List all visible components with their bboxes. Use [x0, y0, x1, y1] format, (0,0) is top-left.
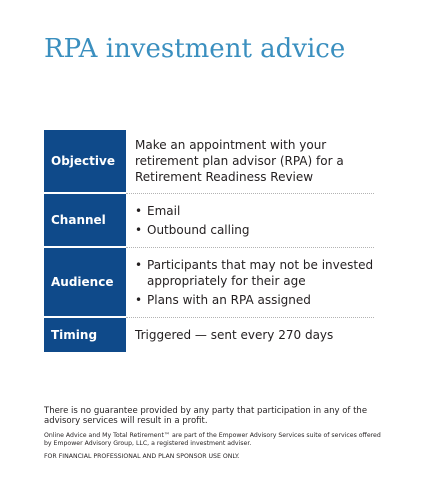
channel-cell	[126, 193, 374, 247]
info-table	[44, 130, 374, 352]
use-only-notice: FOR FINANCIAL PROFESSIONAL AND PLAN SPONSOR USE ONLY.	[44, 453, 240, 460]
list-item: • Participants that may not be invested appropriately for their age	[135, 257, 374, 289]
row-label-objective: Objective	[44, 130, 126, 193]
table-row-audience	[44, 247, 374, 317]
channel-list	[135, 203, 374, 238]
list-item: • Outbound calling	[135, 222, 374, 238]
table-row-channel	[44, 193, 374, 247]
list-item: • Plans with an RPA assigned	[135, 292, 374, 308]
objective-text: Make an appointment with your retirement plan advisor (RPA) for a Retirement Readiness Review	[126, 130, 374, 193]
page-title: RPA investment advice	[44, 34, 346, 64]
profit-disclaimer: There is no guarantee provided by any party that participation in any of the advisory services will result in a profit.	[44, 406, 368, 426]
timing-text: Triggered — sent every 270 days	[135, 327, 334, 342]
row-label-channel: Channel	[44, 193, 126, 247]
audience-list	[135, 257, 374, 308]
row-label-audience: Audience	[44, 247, 126, 317]
advisory-services-note: Online Advice and My Total Retirement™ are part of the Empower Advisory Services suite of services offered by Empower Advisory Group, LLC, a registered investment adviser.	[44, 432, 381, 447]
audience-cell	[126, 247, 374, 317]
row-label-timing: Timing	[44, 317, 126, 352]
table-row-objective	[44, 130, 374, 193]
table-row-timing	[44, 317, 374, 352]
list-item: • Email	[135, 203, 374, 219]
